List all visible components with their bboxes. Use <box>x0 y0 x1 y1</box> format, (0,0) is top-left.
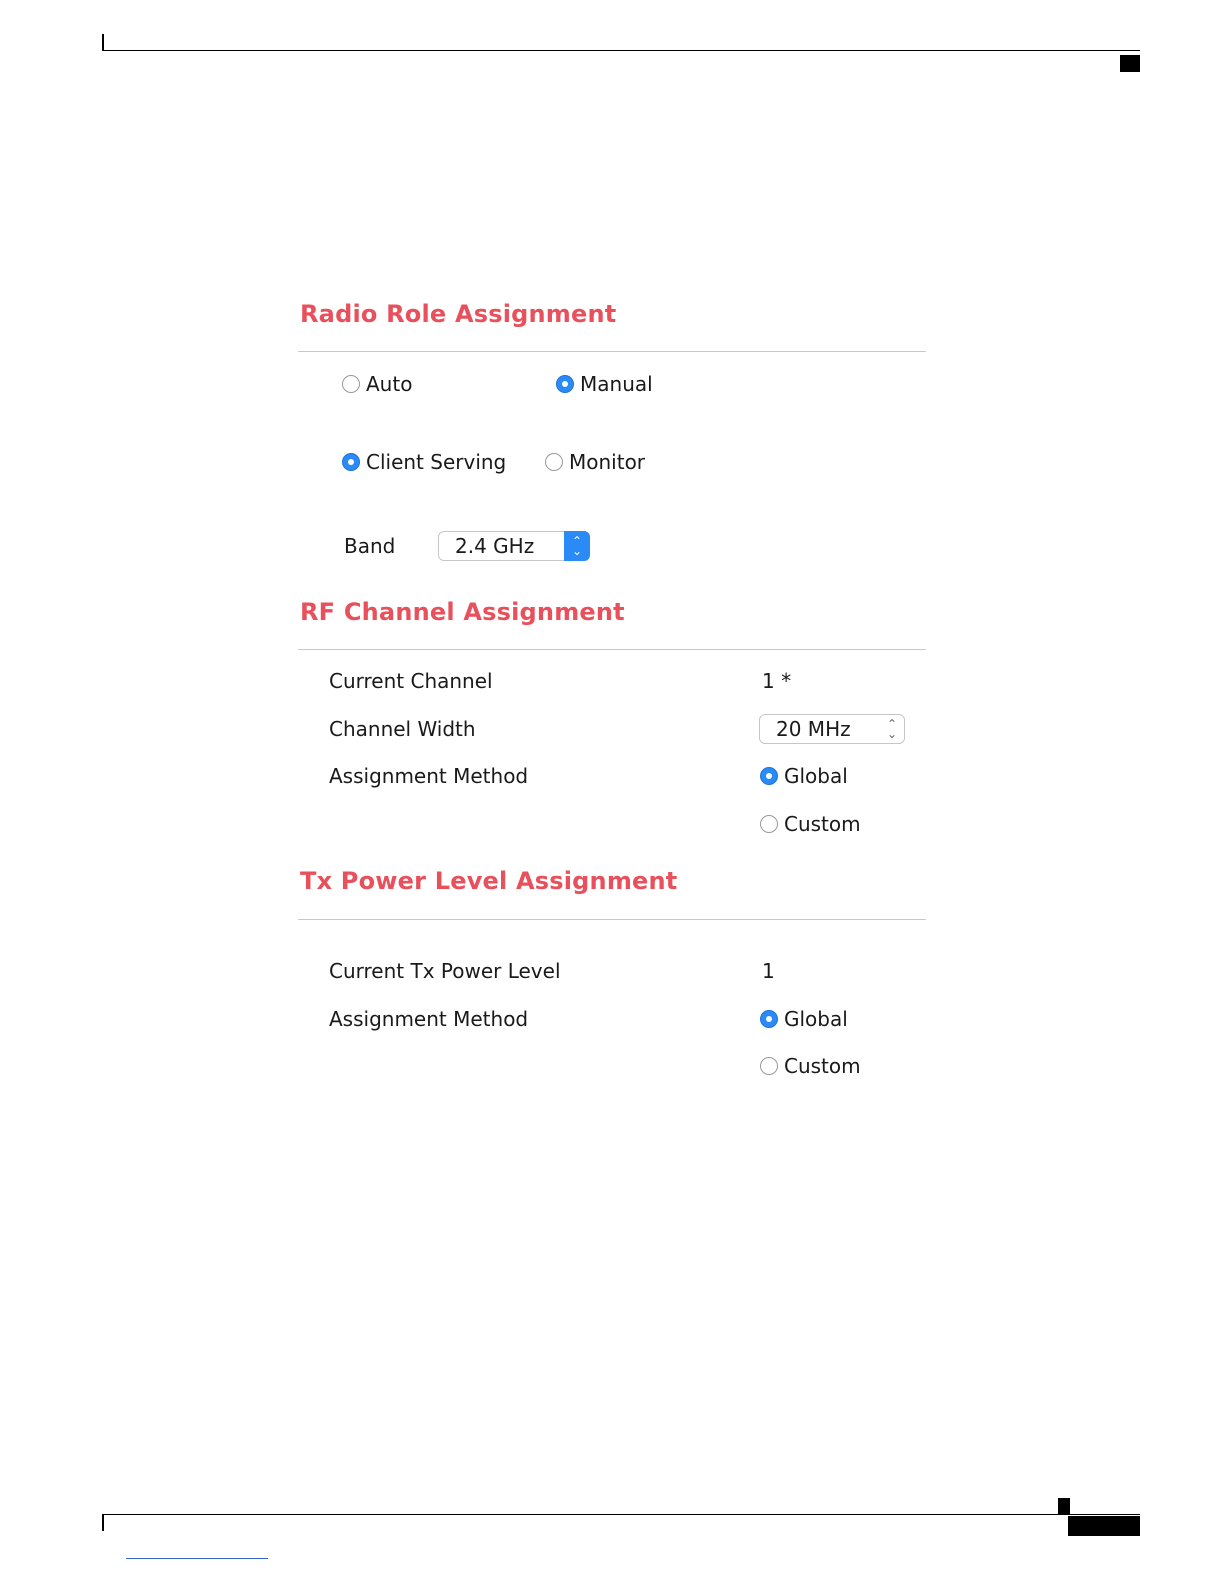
current-channel-value: 1 * <box>762 669 792 693</box>
rf-global-radio[interactable] <box>760 764 848 788</box>
tx-assignment-method-label: Assignment Method <box>329 1007 529 1031</box>
radio-circle-icon <box>545 453 563 471</box>
footer-tick <box>102 1514 104 1531</box>
channel-width-value: 20 MHz <box>776 717 851 741</box>
rf-custom-radio-label: Custom <box>784 812 861 836</box>
footer-rule <box>102 1514 1140 1515</box>
tx-power-divider <box>298 919 926 920</box>
rf-channel-title: RF Channel Assignment <box>300 598 625 626</box>
header-rule <box>102 50 1140 51</box>
tx-power-title: Tx Power Level Assignment <box>300 867 678 895</box>
radio-role-divider <box>298 351 926 352</box>
header-tick <box>102 34 104 51</box>
radio-selected-icon <box>342 453 360 471</box>
monitor-radio[interactable] <box>545 450 645 474</box>
client-serving-radio-label: Client Serving <box>366 450 507 474</box>
auto-radio-label: Auto <box>366 372 413 396</box>
current-tx-power-value: 1 <box>762 959 775 983</box>
radio-settings-panel <box>298 280 926 1100</box>
header-marker <box>1120 55 1140 72</box>
radio-circle-icon <box>342 375 360 393</box>
monitor-radio-label: Monitor <box>569 450 646 474</box>
band-label: Band <box>344 534 396 558</box>
footer-link-underline <box>126 1558 268 1559</box>
radio-circle-icon <box>760 1057 778 1075</box>
radio-role-title: Radio Role Assignment <box>300 300 617 328</box>
band-select[interactable] <box>438 531 590 561</box>
tx-global-radio-label: Global <box>784 1007 848 1031</box>
channel-width-select[interactable] <box>759 714 905 744</box>
rf-custom-radio[interactable] <box>760 812 861 836</box>
footer-marker <box>1068 1516 1140 1536</box>
radio-selected-icon <box>760 1010 778 1028</box>
manual-radio-label: Manual <box>580 372 653 396</box>
band-select-value: 2.4 GHz <box>455 534 535 558</box>
radio-selected-icon <box>760 767 778 785</box>
channel-width-label: Channel Width <box>329 717 476 741</box>
current-channel-label: Current Channel <box>329 669 493 693</box>
client-serving-radio[interactable] <box>342 450 506 474</box>
radio-selected-icon <box>556 375 574 393</box>
radio-circle-icon <box>760 815 778 833</box>
current-tx-power-label: Current Tx Power Level <box>329 959 561 983</box>
footer-marker-small <box>1058 1498 1070 1514</box>
manual-radio[interactable] <box>556 372 653 396</box>
auto-radio[interactable] <box>342 372 412 396</box>
chevron-up-down-icon: ⌃ ⌄ <box>886 717 898 741</box>
tx-custom-radio[interactable] <box>760 1054 861 1078</box>
rf-global-radio-label: Global <box>784 764 848 788</box>
tx-global-radio[interactable] <box>760 1007 848 1031</box>
chevron-up-down-icon: ⌃ ⌄ <box>564 531 590 561</box>
rf-assignment-method-label: Assignment Method <box>329 764 529 788</box>
tx-custom-radio-label: Custom <box>784 1054 861 1078</box>
rf-channel-divider <box>298 649 926 650</box>
